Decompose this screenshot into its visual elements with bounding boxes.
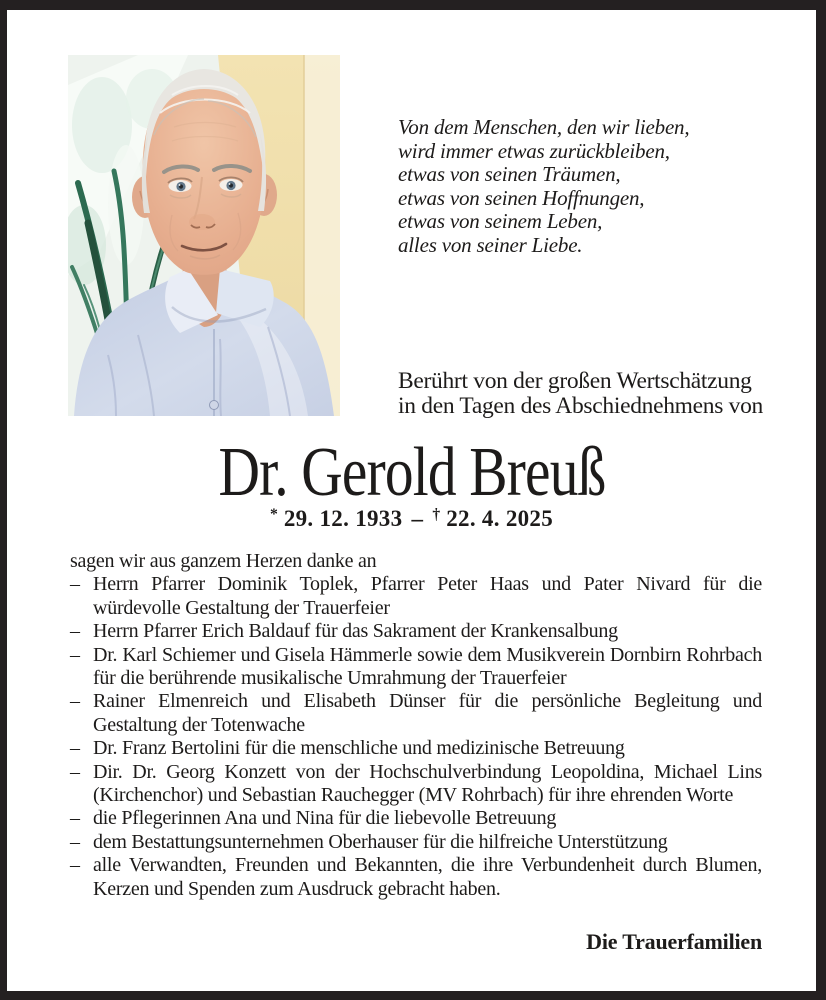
bullet-dash: – bbox=[70, 830, 80, 853]
death-symbol: † bbox=[432, 506, 441, 523]
thanks-item-text: Herrn Pfarrer Dominik Toplek, Pfarrer Peter Haas und Pater Nivard für die würdevolle Gestaltung der Trauerfeier bbox=[93, 573, 762, 619]
portrait-photo bbox=[68, 55, 340, 416]
thanks-item bbox=[70, 573, 762, 620]
thanks-item-text: Herrn Pfarrer Erich Baldauf für das Sakrament der Krankensalbung bbox=[93, 620, 618, 643]
thanks-item bbox=[70, 761, 762, 808]
date-separator: – bbox=[411, 506, 424, 531]
thanks-item-text: Dir. Dr. Georg Konzett von der Hochschulverbindung Leopoldina, Michael Lins (Kirchenchor) und Sebastian Rauchegger (MV Rohrbach) für ihre ehrenden Worte bbox=[93, 760, 762, 807]
memorial-verse-line: etwas von seinen Träumen, bbox=[398, 162, 621, 186]
birth-symbol: * bbox=[269, 506, 278, 523]
bullet-dash: – bbox=[70, 620, 80, 643]
bullet-dash: – bbox=[70, 807, 80, 830]
thanks-item bbox=[70, 737, 762, 760]
memorial-verse bbox=[398, 116, 758, 257]
bullet-dash: – bbox=[70, 643, 80, 666]
intro-text bbox=[398, 369, 778, 418]
thanks-item-text: die Pflegerinnen Ana und Nina für die liebevolle Betreuung bbox=[93, 807, 557, 830]
deceased-name bbox=[7, 436, 816, 510]
thanks-item-text: alle Verwandten, Freunden und Bekannten, die ihre Verbundenheit durch Blumen, Kerzen und Spenden zum Ausdruck gebracht haben. bbox=[93, 854, 762, 900]
bullet-dash: – bbox=[70, 690, 80, 713]
bullet-dash: – bbox=[70, 760, 80, 783]
thanks-block bbox=[70, 550, 762, 901]
thanks-item-text: Dr. Franz Bertolini für die menschliche und medizinische Betreuung bbox=[93, 737, 625, 760]
deceased-name-text: Dr. Gerold Breuß bbox=[217, 434, 605, 511]
thanks-item-text: Rainer Elmenreich und Elisabeth Dünser für die persönliche Begleitung und Gestaltung der Totenwache bbox=[93, 690, 762, 736]
life-dates bbox=[7, 506, 816, 532]
memorial-verse-line: Von dem Menschen, den wir lieben, bbox=[398, 115, 690, 139]
thanks-item bbox=[70, 831, 762, 854]
memorial-verse-line: wird immer etwas zurückbleiben, bbox=[398, 138, 670, 163]
intro-line: Berührt von der großen Wertschätzung bbox=[398, 368, 752, 394]
thanks-item bbox=[70, 620, 762, 643]
thanks-list bbox=[70, 573, 762, 901]
intro-line: in den Tagen des Abschiednehmens von bbox=[398, 392, 764, 419]
thanks-lead: sagen wir aus ganzem Herzen danke an bbox=[70, 550, 377, 572]
memorial-verse-line: etwas von seinem Leben, bbox=[398, 209, 603, 233]
bullet-dash: – bbox=[70, 573, 80, 596]
bullet-dash: – bbox=[70, 854, 80, 877]
memorial-verse-line: etwas von seinen Hoffnungen, bbox=[398, 185, 645, 210]
closing-signature: Die Trauerfamilien bbox=[586, 929, 762, 954]
birth-date: 29. 12. 1933 bbox=[283, 506, 403, 531]
thanks-item bbox=[70, 854, 762, 901]
bullet-dash: – bbox=[70, 737, 80, 760]
thanks-item-text: dem Bestattungsunternehmen Oberhauser für die hilfreiche Unterstützung bbox=[93, 830, 668, 853]
death-date: 22. 4. 2025 bbox=[446, 506, 554, 531]
thanks-item-text: Dr. Karl Schiemer und Gisela Hämmerle sowie dem Musikverein Dornbirn Rohrbach für die berührende musikalische Umrahmung der Trauerfeier bbox=[93, 643, 762, 690]
thanks-item bbox=[70, 690, 762, 737]
portrait-illustration bbox=[68, 55, 340, 416]
thanks-item bbox=[70, 807, 762, 830]
memorial-verse-line: alles von seiner Liebe. bbox=[398, 232, 583, 257]
thanks-item bbox=[70, 644, 762, 691]
